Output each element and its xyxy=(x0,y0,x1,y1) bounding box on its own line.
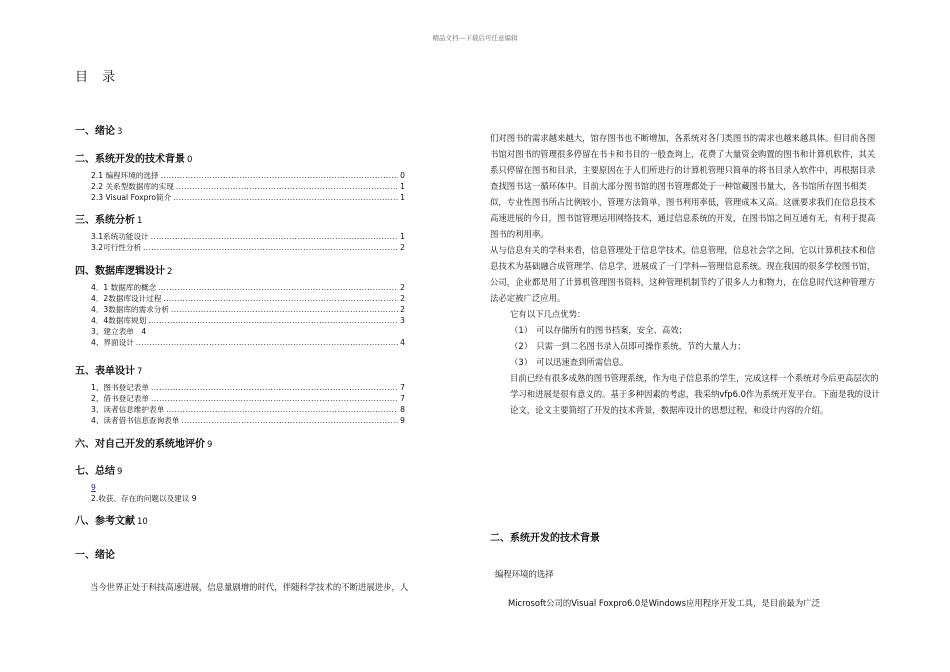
toc-section-heading[interactable] xyxy=(75,122,405,137)
toc-section-heading[interactable] xyxy=(75,435,405,450)
toc-page-number: 1 xyxy=(400,182,405,191)
toc-page-number: 8 xyxy=(400,405,405,414)
toc-section-label: 一、绪论 xyxy=(75,126,115,137)
toc-page-number: 4 xyxy=(400,338,405,347)
toc-section-label: 六、对自己开发的系统地评价 xyxy=(75,439,205,450)
toc-section-label: 八、参考文献 xyxy=(75,516,135,527)
toc-page-number: 0 xyxy=(187,155,193,165)
toc-page-number: 7 xyxy=(137,367,143,377)
toc-entry-label: 4、界面设计 xyxy=(91,338,134,347)
body-paragraph: 目前已经有很多成熟的图书管理系统，作为电子信息系的学生，完成这样一个系统对今后更高层次的学习和进展是很有意义的。基于多种因素的考虑，我采纳vfp6.0作为系统开发平台。下面是我的设计论文，论文主要简绍了开发的技术背景，数据库设计的思想过程，和设计内容的介绍。 xyxy=(510,373,880,415)
toc-entry[interactable] xyxy=(75,282,405,293)
toc-link[interactable]: 9 xyxy=(91,483,96,492)
toc-section xyxy=(75,462,405,504)
foxpro-paragraph: Microsoft公司的Visual Foxpro6.0是Windows应用程序开发工具，是目前最为广泛 xyxy=(508,598,821,608)
toc-section-label: 五、表单设计 xyxy=(75,366,135,377)
toc-page-number: 0 xyxy=(400,171,405,180)
toc-entry-label: 3.1系统功能设计 xyxy=(91,232,149,241)
toc-entry[interactable] xyxy=(75,242,405,253)
body-text-column xyxy=(490,130,880,418)
list-item: （2） 只需一到二名图书录入员即可操作系统，节约大量人力； xyxy=(510,341,746,351)
toc-section xyxy=(75,435,405,455)
toc-leader-dots xyxy=(176,181,398,192)
toc-entry-label: 4．1 数据库的概念 xyxy=(91,283,157,292)
toc-page-number: 1 xyxy=(400,193,405,202)
toc-entry-label: 4、读者借书信息查询表单 xyxy=(91,416,180,425)
toc-leader-dots xyxy=(181,415,398,426)
toc-page-number: 1 xyxy=(137,216,143,226)
section-heading-introduction: 一、绪论 xyxy=(75,550,115,561)
toc-section xyxy=(75,362,405,426)
body-paragraph: 从与信息有关的学科来看，信息管理处于信息学技术，信息管理，信息社会学之间，它以计算机技术和信息技术为基础融合成管理学、信息学，进展成了一门学科—管理信息系统。现在我国的很多学校图书馆，公司，企业都是用了计算机管理图书资料，这种管理机制节约了很多人力和物力，在信息时代这种管理方法必定被广泛应用。 xyxy=(490,245,876,303)
toc-entry-label: 2.1 编程环境的选择 xyxy=(91,171,159,180)
toc-entry-label: 4．2数据库设计过程 xyxy=(91,294,162,303)
toc-page-number: 7 xyxy=(400,394,405,403)
toc-entry-label: 3、读者信息维护表单 xyxy=(91,405,165,414)
toc-section-heading[interactable] xyxy=(75,512,405,527)
toc-leader-dots xyxy=(136,337,398,348)
toc-entry-label: 2.2 关系型数据库的实现 xyxy=(91,182,174,191)
toc-page-number: 2 xyxy=(400,243,405,252)
toc-leader-dots xyxy=(158,282,398,293)
toc-leader-dots xyxy=(166,404,398,415)
toc-title: 目 录 xyxy=(75,70,121,85)
toc-page-number: 9 xyxy=(207,440,213,450)
toc-leader-dots xyxy=(161,170,399,181)
toc-entry[interactable] xyxy=(75,382,405,393)
toc-section-heading[interactable] xyxy=(75,211,405,226)
toc-section-heading[interactable] xyxy=(75,262,405,277)
toc-entry[interactable] xyxy=(75,293,405,304)
toc-section-label: 四、数据库逻辑设计 xyxy=(75,266,165,277)
toc-entry[interactable] xyxy=(75,393,405,404)
toc-entry[interactable] xyxy=(75,404,405,415)
page-header-note: 精品文档---下载后可任意编辑 xyxy=(432,34,518,42)
toc-entry[interactable] xyxy=(75,181,405,192)
body-paragraph: 它有以下几点优势： xyxy=(510,309,586,319)
toc-entry[interactable] xyxy=(75,337,405,348)
toc-entry-label: 4．4数据库规划 xyxy=(91,316,147,325)
toc-section-label: 三、系统分析 xyxy=(75,215,135,226)
toc-section-heading[interactable] xyxy=(75,150,405,165)
toc-entry[interactable] xyxy=(75,192,405,203)
toc-entry[interactable] xyxy=(75,304,405,315)
toc-entry[interactable]: 3、建立表单 4 xyxy=(91,327,147,336)
toc-page-number: 1 xyxy=(400,232,405,241)
toc-entry[interactable] xyxy=(75,170,405,181)
toc-section xyxy=(75,262,405,348)
toc-page-number: 3 xyxy=(117,127,123,137)
toc-section xyxy=(75,150,405,203)
toc-section-heading[interactable] xyxy=(75,362,405,377)
toc-section xyxy=(75,211,405,253)
toc-entry-label: 3.2可行性分析 xyxy=(91,243,142,252)
toc-page-number: 10 xyxy=(137,517,148,527)
toc-page-number: 7 xyxy=(400,383,405,392)
toc-entry[interactable]: 2.收获、存在的问题以及建议 9 xyxy=(91,494,197,503)
toc-entry-label: 1、图书登记表单 xyxy=(91,383,149,392)
toc-leader-dots xyxy=(151,382,398,393)
toc-entry[interactable] xyxy=(75,231,405,242)
toc-entry-label: 2.3 Visual Foxpro简介 xyxy=(91,193,172,202)
toc-entry-label: 4．3数据库的需求分析 xyxy=(91,305,170,314)
introduction-paragraph: 当今世界正处于科技高速进展，信息量剧增的时代，伴随科学技术的不断进展进步，人 xyxy=(90,582,409,592)
toc-entry-label: 2、借书登记表单 xyxy=(91,394,149,403)
toc-entry[interactable] xyxy=(75,315,405,326)
toc-leader-dots xyxy=(171,304,398,315)
toc-leader-dots xyxy=(148,315,398,326)
toc-leader-dots xyxy=(151,393,398,404)
toc-section xyxy=(75,122,405,142)
body-paragraph: 们对图书的需求越来越大，馆存图书也不断增加，各系统对各门类图书的需求也越来越具体。但目前各图书馆对图书的管理很多停留在书卡和书目的一般查询上，花费了大量资金购置的图书和计算机软件，其关系只停留在图书和目录，主要原因在于人们所进行的计算机管理只简单的将书目录入软件中，再根据目录查找图书这一循环体中。目前大部分图书馆的图书管理都处于一种馆藏图书量大，各书馆所存图书相类似，专业性图书所占比例较小，管理方法简单，图书利用率低，管理成本又高。这就要求我们在信息技术高速进展的今日，图书馆管理运用网络技术，通过信息系统的开发，在图书馆之间互通有无，有利于提高图书的利用率。 xyxy=(490,133,876,239)
toc-page-number: 2 xyxy=(400,283,405,292)
toc-section xyxy=(75,512,405,532)
subheading-environment: 编程环境的选择 xyxy=(495,569,554,579)
toc-page-number: 2 xyxy=(167,267,173,277)
toc-entry[interactable] xyxy=(75,415,405,426)
toc-leader-dots xyxy=(163,293,398,304)
section-heading-tech-background: 二、系统开发的技术背景 xyxy=(490,533,600,544)
list-item: （1） 可以存储所有的图书档案，安全、高效； xyxy=(510,325,688,335)
toc-page-number: 2 xyxy=(400,294,405,303)
toc-page-number: 3 xyxy=(400,316,405,325)
toc-leader-dots xyxy=(151,231,399,242)
toc-section-heading[interactable] xyxy=(75,462,405,477)
toc-leader-dots xyxy=(173,192,398,203)
toc-leader-dots xyxy=(143,242,398,253)
toc-page-number: 9 xyxy=(400,416,405,425)
list-item: （3） 可以迅速查到所需信息。 xyxy=(510,357,629,367)
toc-section-label: 二、系统开发的技术背景 xyxy=(75,154,185,165)
toc-page-number: 9 xyxy=(117,467,123,477)
toc-page-number: 2 xyxy=(400,305,405,314)
toc-section-label: 七、总结 xyxy=(75,466,115,477)
